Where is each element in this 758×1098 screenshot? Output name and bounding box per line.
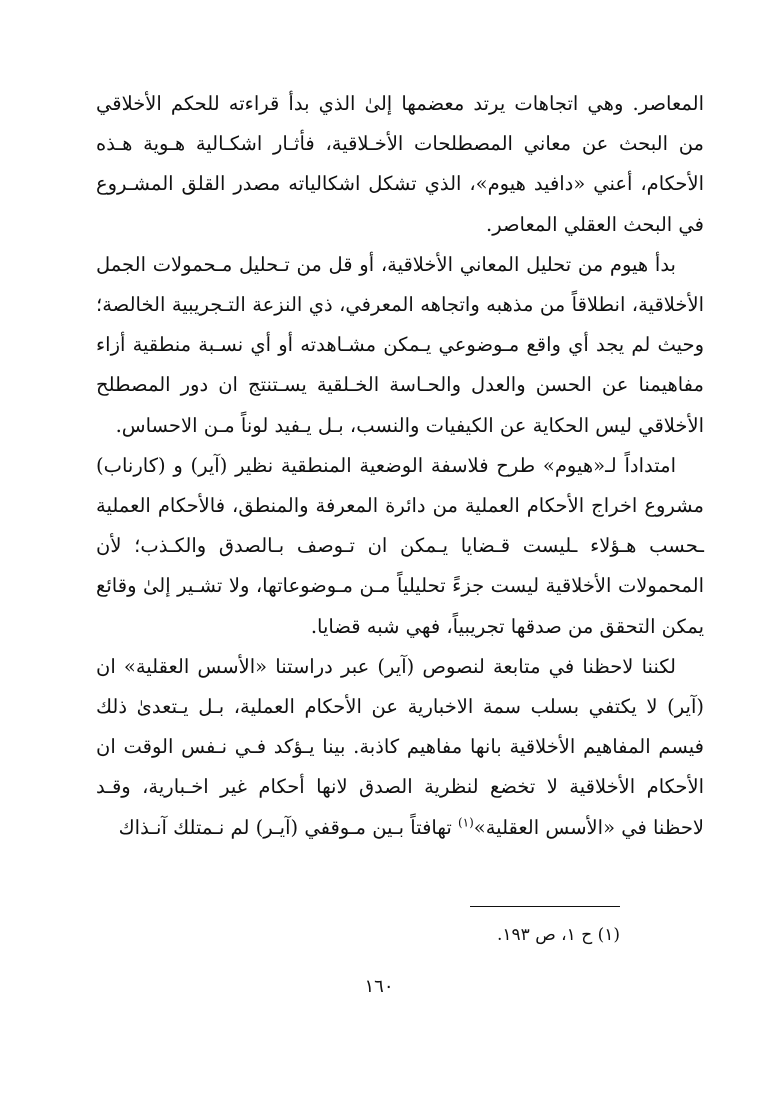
footnote-divider <box>470 906 620 907</box>
footnote <box>440 920 620 950</box>
paragraph-2-text: بدأ هيوم من تحليل المعاني الأخلاقية، أو قل من تـحليل مـحمولات الجمل الأخلاقية، انطلاقاً من مذهبه واتجاهه المعرفي، ذي النزعة التـجريبية الخالصة؛ وحيث لم يجد أي واقع مـوضوعي يـمكن مشـاهدته أو أي نسـبة منطقية أزاء مفاهيمنا عن الحسن والعدل والحـاسة الخـلقية يسـتنتج ان دور المصطلح الأخلاقي ليس الحكاية عن الكيفيات والنسب، بـل يـفيد لوناً مـن الاحساس. <box>96 252 704 437</box>
footnote-text: (١) ح ١، ص ١٩٣. <box>496 925 620 945</box>
paragraph-4-text-continued: تهافتاً بـين مـوقفي (آيـر) لم نـمتلك آنـذاك <box>118 815 458 839</box>
paragraph-4 <box>96 647 704 848</box>
paragraph-4-text: لكننا لاحظنا في متابعة لنصوص (آير) عبر دراستنا «الأسس العقلية» ان (آير) لا يكتفي بسلب سمة الاخبارية عن الأحكام العملية، بـل يـتعدىٰ ذلك فيسم المفاهيم الأخلاقية بانها مفاهيم كاذبة. بينا يـؤكد فـي نـفس الوقت ان الأحكام الأخلاقية لا تخضع لنظرية الصدق لانها أحكام غير اخـبارية، وقـد لاحظنا في «الأسس العقلية» <box>96 654 704 839</box>
page-number: ١٦٠ <box>364 976 394 997</box>
paragraph-1-text: المعاصر. وهي اتجاهات يرتد معضمها إلىٰ الذي بدأ قراءته للحكم الأخلاقي من البحث عن معاني المصطلحات الأخـلاقية، فأثـار اشكـالية هـوية هـذه الأحكام، أعني «دافيد هيوم»، الذي تشكل اشكالياته مصدر القلق المشـروع في البحث العقلي المعاصر. <box>96 92 704 236</box>
paragraph-2 <box>96 245 704 446</box>
main-text-block <box>96 84 704 848</box>
footnote-reference: (١) <box>457 815 474 830</box>
paragraph-3 <box>96 446 704 647</box>
paragraph-1 <box>96 84 704 245</box>
paragraph-3-text: امتداداً لـ«هيوم» طرح فلاسفة الوضعية المنطقية نظير (آير) و (كارناب) مشروع اخراج الأحكام العملية من دائرة المعرفة والمنطق، فالأحكام العملية ـحسب هـؤلاء ـليست قـضايا يـمكن ان تـوصف بـالصدق والكـذب؛ لأن المحمولات الأخلاقية ليست جزءً تحليلياً مـن مـوضوعاتها، ولا تشـير إلىٰ وقائع يمكن التحقق من صدقها تجريبياً، فهي شبه قضايا. <box>96 453 704 638</box>
